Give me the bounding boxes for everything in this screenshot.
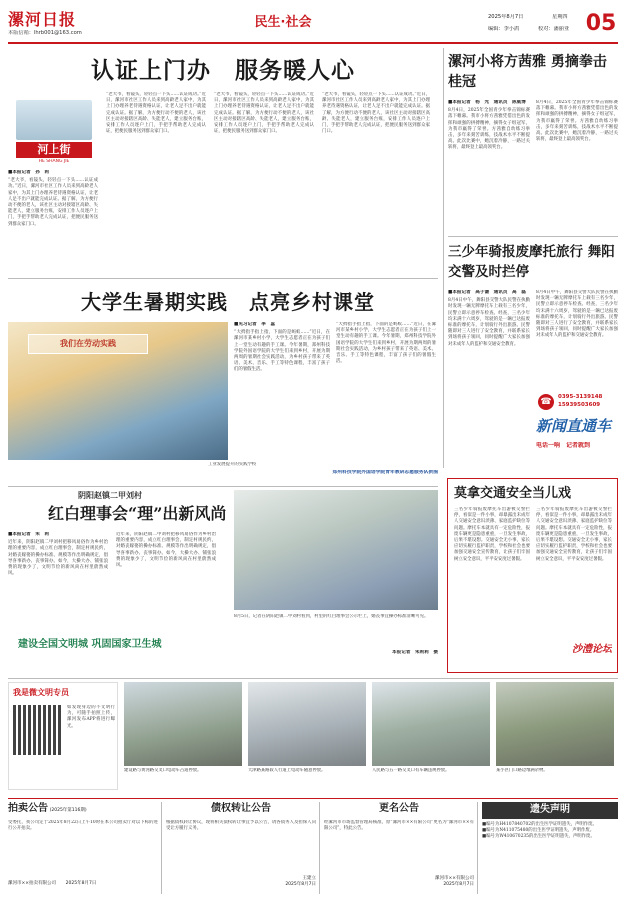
article-4-caption-2: 郑州科技学院外国语学院青年教研志愿服务队供图 [332,470,438,475]
hotline-slogan: 电话一响 记者就到 [536,442,591,449]
notice-auction-title: 拍卖公告 [8,803,48,814]
article-1-text-4: “老大爷，看镜头，轻轻点一下头……认证成功。”近日，漯河市社区工作人员来到高龄老人家中，为其上门办理养老待遇资格认证，让老人足不出户就能完成认证。据了解，为方便行动不便的老人，该社区主动对接辖区高龄、失能老人，建立服务台账，安排工作人员逐户上门，手把手帮助老人完成认证，把便民服务送到群众家门口。 [322,92,430,135]
article-3-headline[interactable]: 三少年骑报废摩托旅行 舞阳交警及时拦停 [448,244,615,280]
notices [8,802,618,900]
article-2-text-1: 8月4日，2025年全国青少年拳击锦标赛落下帷幕。我市小将方茜雅凭借出色的发挥和顽强的拼搏精神，摘得女子组冠军，为我市赢得了荣誉。方茜雅自幼练习拳击，多年来刻苦训练，技战术水平不断提高。此次比赛中，她沉着冷静，一路过关斩将，最终登上最高领奖台。 [448,108,530,151]
notice-debt-date: 2025年8月7日 [285,882,316,888]
article-5 [8,490,438,675]
article-4-photo [8,322,228,460]
hotline-box [536,394,618,470]
civic-photo-4 [496,682,614,766]
article-4-text-1: “大拇指手指上指，下面的是蚂蚁……”近日，在漯河市某乡村小学，大学生志愿者正在为孩子们上一堂生动有趣的手工课。今年暑期，郑州科技学院外国语学院的大学生们来到乡村，开展为期两周的暑期社会实践活动，为乡村孩子带来了英语、美术、音乐、手工等特色课程，丰富了孩子们的暑假生活。 [234,330,330,373]
article-6-text-2: 三名少年骑报废摩托车出游被交警拦停，看似是一件小事，却暴露出未成年人交通安全意识淡薄、家庭监护缺位等问题。摩托车本就具有一定危险性，报废车辆更是隐患重重，一旦发生事故，后果不堪设想。交通安全无小事，家长应切实履行监护职责，学校和社会也要加强交通安全宣传教育，让孩子们牢固树立安全意识，平平安安度过暑假。 [536,507,612,562]
article-4 [8,282,438,482]
hotline-phone-2[interactable]: 15939503609 [558,402,601,408]
phone-icon: ☎ [538,394,554,410]
article-6-box [447,478,618,673]
article-1-text-3: “老大爷，看镜头，轻轻点一下头……认证成功。”近日，漯河市社区工作人员来到高龄老人家中，为其上门办理养老待遇资格认证，让老人足不出户就能完成认证。据了解，为方便行动不便的老人，该社区主动对接辖区高龄、失能老人，建立服务台账，安排工作人员逐户上门，手把手帮助老人完成认证，把便民服务送到群众家门口。 [214,92,314,135]
article-1-body [8,92,438,272]
issue-date: 2025年8月7日 [488,14,524,20]
civilization-banner [8,634,218,670]
article-3-byline: ■本报记者 高子谦 通讯员 高 磊 [448,290,526,295]
notice-rename-title: 更名公告 [379,803,419,814]
notice-lost-item-3: ■编号为W410670235的出生医学证明遗失，声明作废。 [482,833,595,839]
notice-auction-text: 受委托，我公司定于2025年8月22日上午10时在本公司拍卖厅对以下标的进行公开拍卖。 [8,819,158,831]
paper-email: 本版信箱：lhrb001@163.com [8,30,82,36]
app-promo-text: 如发现身边的不文明行为，可随手拍照上传，漯河发布APP将进行曝光。 [67,705,115,729]
notice-auction [8,802,158,898]
notice-lost-title: 遗失声明 [482,802,618,819]
article-1 [8,48,438,273]
article-5-kicker: 阴阳赵镇二甲刘村 [78,491,142,500]
notice-debt-sign: 王建立 [302,875,316,881]
civic-photo-caption-4: 某小区门口路边堆满杂物。 [496,768,548,773]
app-promo [8,682,118,790]
notice-auction-sign: 漯河市××拍卖有限公司 [8,880,57,886]
qr-code-icon[interactable] [13,705,63,755]
article-6-text-1: 三名少年骑报废摩托车出游被交警拦停，看似是一件小事，却暴露出未成年人交通安全意识淡薄、家庭监护缺位等问题。摩托车本就具有一定危险性，报废车辆更是隐患重重，一旦发生事故，后果不堪设想。交通安全无小事，家长应切实履行监护职责，学校和社会也要加强交通安全宣传教育，让孩子们牢固树立安全意识，平平安安度过暑假。 [454,507,530,562]
article-5-text-2: 近年来，阴阳赵镇二甲刘村把移风易俗作为乡村治理的重要内容，成立红白理事会，制定村规民约，对婚丧嫁娶的操办标准、规模等作出明确规定，倡导喜事新办、丧事简办。如今，大操大办、铺张浪费的现象少了，文明节俭的新风尚在村里蔚然成风。 [116,532,216,569]
article-2 [448,52,618,232]
notice-rename-text: 经漯河市市场监督管理局核准，原“漯河市××有限公司”更名为“漯河市××有限公司”，特此公告。 [324,819,474,831]
article-6-column-name: 沙澧论坛 [572,644,612,655]
article-5-photo [234,490,438,610]
civic-photo-caption-1: 建设路与黄河路交叉口电动车占道停放。 [124,768,202,773]
article-4-headline[interactable]: 大学生暑期实践 点亮乡村课堂 [81,290,375,314]
article-4-byline: ■见习记者 李 蕊 [234,322,276,327]
article-4-text-2: “大拇指手指上指，下面的是蚂蚁……”近日，在漯河市某乡村小学，大学生志愿者正在为孩子们上一堂生动有趣的手工课。今年暑期，郑州科技学院外国语学院的大学生们来到乡村，开展为期两周的暑期社会实践活动，为乡村孩子带来了英语、美术、音乐、手工等特色课程，丰富了孩子们的暑假生活。 [336,322,436,365]
article-3 [448,242,618,470]
notice-rename [324,802,474,898]
notice-debt [166,802,316,898]
issue-weekday: 星期四 [552,14,568,20]
article-5-text-1: 近年来，阴阳赵镇二甲刘村把移风易俗作为乡村治理的重要内容，成立红白理事会，制定村规民约，对婚丧嫁娶的操办标准、规模等作出明确规定，倡导喜事新办、丧事简办。如今，大操大办、铺张浪费的现象少了，文明节俭的新风尚在村里蔚然成风。 [8,540,108,577]
notice-lost-item-2: ■编号为N411075480的出生医学证明遗失，声明作废。 [482,827,595,833]
article-1-byline: ■本报记者 孙 莉 [8,170,50,175]
notice-debt-text: 根据债权转让协议，现将相关债权转让事宜予以公告，请各债务人及担保人向受让方履行义务。 [166,819,316,831]
article-4-photo-banner: 我们在劳动实践 [28,334,148,354]
paper-logo: 漯河日报 [8,10,77,28]
issue-proof: 校对：潘丽亚 [538,26,570,32]
river-graphic-pinyin: HE SHANG JIE [38,159,70,164]
article-5-byline: ■本报记者 朱 莉 [8,532,50,537]
section-title: 民生·社会 [254,15,312,30]
page-number: 05 [585,11,617,36]
civic-strip [8,682,618,794]
notice-auction-sub: (2025年第116期) [49,808,87,813]
notice-auction-date: 2025年8月7日 [65,880,97,886]
article-5-caption: 8月5日，记者在阴阳赵镇二甲刘村看到，村里的红白理事会公示栏上，婚丧事宜操办标准清晰可见。 [234,614,429,619]
article-5-photo-credit: 本报记者 朱莉莉 摄 [392,650,438,655]
hotline-phone-1[interactable]: 0395-3139148 [558,394,603,400]
notice-lost-item-1: ■编号为H4107840702的出生医学证明遗失，声明作废。 [482,821,597,827]
article-4-caption-1: 工业发展提升的实践学校 [208,462,257,467]
civic-photo-caption-2: 天津路某路段人行道上电动车随意停放。 [248,768,326,773]
hotline-title: 新闻直通车 [536,417,612,435]
article-1-headline[interactable]: 认证上门办 服务暖人心 [91,57,355,84]
notice-rename-date: 2025年8月7日 [443,882,474,888]
notice-debt-title: 债权转让公告 [211,803,271,814]
river-graphic-title: 河上街 [16,142,92,158]
article-1-text-1: “老大爷，看镜头，轻轻点一下头……认证成功。”近日，漯河市社区工作人员来到高龄老人家中，为其上门办理养老待遇资格认证，让老人足不出户就能完成认证。据了解，为方便行动不便的老人，该社区主动对接辖区高龄、失能老人，建立服务台账，安排工作人员逐户上门，手把手帮助老人完成认证，把便民服务送到群众家门口。 [8,178,98,227]
masthead [8,6,618,42]
civic-photo-caption-3: 人民路与五一路交叉口有车辆违规停放。 [372,768,450,773]
article-5-headline[interactable]: 红白理事会“理”出新风尚 [48,504,227,523]
article-1-text-2: “老大爷，看镜头，轻轻点一下头……认证成功。”近日，漯河市社区工作人员来到高龄老人家中，为其上门办理养老待遇资格认证，让老人足不出户就能完成认证。据了解，为方便行动不便的老人，该社区主动对接辖区高龄、失能老人，建立服务台账，安排工作人员逐户上门，手把手帮助老人完成认证，把便民服务送到群众家门口。 [106,92,206,135]
notice-rename-sign: 漯河市××有限公司 [434,875,474,881]
civic-photo-3 [372,682,490,766]
article-3-text-2: 8月4日中午，舞阳县交警大队民警在执勤时发现一辆无牌摩托车上载有三名少年，民警立即示意停车检查。经查，三名少年均未满十六周岁，驾驶的是一辆已达报废标准的摩托车，计划骑行外出旅游。民警随即对三人进行了安全教育，并联系家长到场将孩子领回，同时提醒广大家长加强对未成年人的监护和交通安全教育。 [536,290,618,339]
article-3-text-1: 8月4日中午，舞阳县交警大队民警在执勤时发现一辆无牌摩托车上载有三名少年，民警立即示意停车检查。经查，三名少年均未满十六周岁，驾驶的是一辆已达报废标准的摩托车，计划骑行外出旅游。民警随即对三人进行了安全教育，并联系家长到场将孩子领回，同时提醒广大家长加强对未成年人的监护和交通安全教育。 [448,298,530,347]
app-promo-title: 我是微文明专员 [13,688,69,697]
civic-photos [124,682,618,790]
article-2-byline: ■本报记者 杨 光 通讯员 陈威博 [448,100,526,105]
civilization-banner-text: 建设全国文明城 巩固国家卫生城 [18,639,162,650]
civic-photo-1 [124,682,242,766]
notice-lost [482,802,618,898]
civic-photo-2 [248,682,366,766]
issue-editor: 编辑：李小鸽 [488,26,520,32]
article-2-headline[interactable]: 漯河小将方茜雅 勇摘拳击桂冠 [448,54,607,90]
article-6-headline[interactable]: 莫拿交通安全当儿戏 [454,486,572,501]
article-2-text-2: 8月4日，2025年全国青少年拳击锦标赛落下帷幕。我市小将方茜雅凭借出色的发挥和顽强的拼搏精神，摘得女子组冠军，为我市赢得了荣誉。方茜雅自幼练习拳击，多年来刻苦训练，技战术水平不断提高。此次比赛中，她沉着冷静，一路过关斩将，最终登上最高领奖台。 [536,100,618,143]
